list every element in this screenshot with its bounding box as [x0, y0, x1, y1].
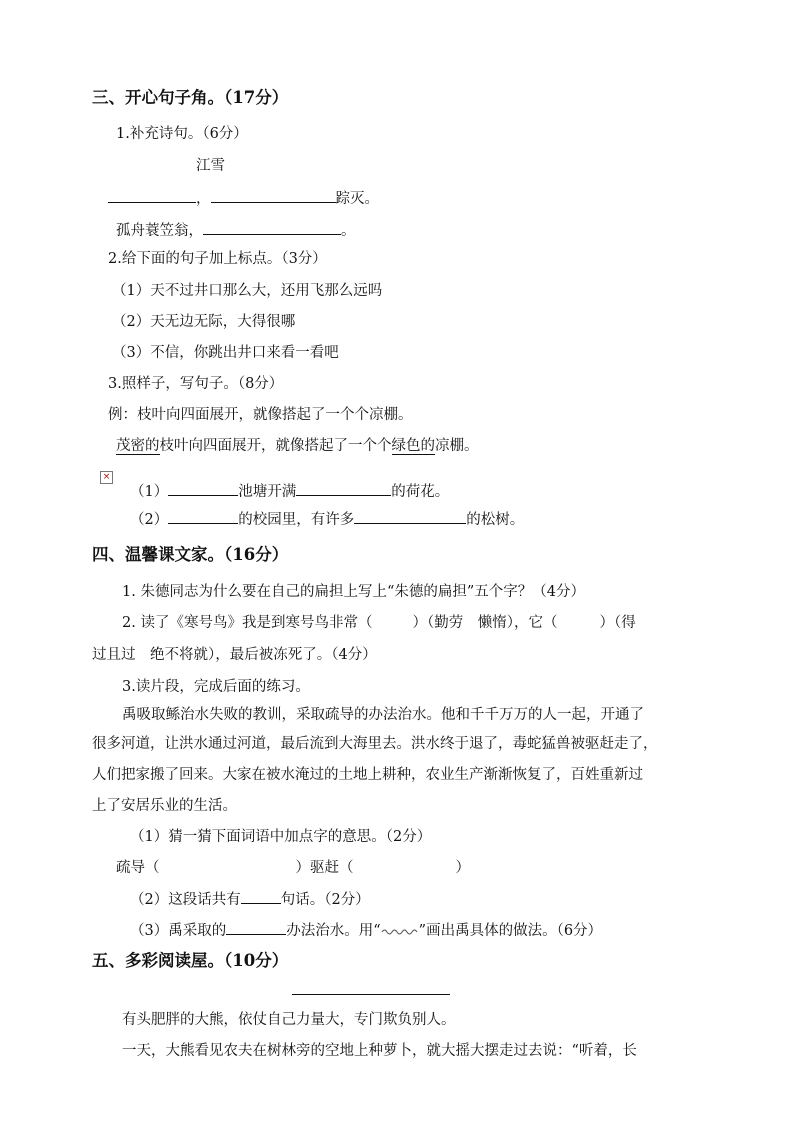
- q4-3-sub-2: （2）这段话共有 句话。（2分）: [130, 889, 370, 910]
- passage-line-4: 上了安居乐业的生活。: [92, 798, 237, 814]
- section-3-title: 三、开心句子角。（17分）: [92, 88, 289, 107]
- poem-line-1: ， 踪灭。: [108, 188, 379, 209]
- passage-line-2: 很多河道，让洪水通过河道，最后流到大海里去。洪水终于退了，毒蛇猛兽被驱赶走了，: [92, 736, 658, 752]
- poem-blank-3[interactable]: [203, 220, 341, 235]
- example-expanded-sentence: 茂密的枝叶向四面展开，就像搭起了一个个绿色的凉棚。: [116, 438, 479, 454]
- punct-sentence-1: （1）天不过井口那么大，还用飞那么远吗: [112, 283, 383, 299]
- q4-2-line-2: 过且过 绝不将就），最后被冻死了。（4分）: [92, 647, 377, 663]
- q3-1-prompt: 1.补充诗句。（6分）: [116, 126, 248, 142]
- fill-blank-2a[interactable]: [168, 509, 238, 524]
- poem-title: 江雪: [196, 158, 225, 174]
- example-sentence: 例：枝叶向四面展开，就像搭起了一个个凉棚。: [108, 407, 413, 423]
- passage-line-1: 禹吸取鲧治水失败的教训，采取疏导的办法治水。他和千千万万的人一起，开通了: [122, 707, 644, 723]
- section-4-title: 四、温馨课文家。（16分）: [92, 545, 289, 564]
- story-title-blank[interactable]: [292, 994, 450, 995]
- q3-3-prompt: 3.照样子，写句子。（8分）: [108, 376, 284, 392]
- fill-blank-1b[interactable]: [296, 481, 391, 496]
- fill-blank-2b[interactable]: [354, 509, 466, 524]
- q4-3-sub-1: （1）猜一猜下面词语中加点字的意思。（2分）: [130, 829, 432, 845]
- story-line-2: 一天，大熊看见农夫在树林旁的空地上种萝卜，就大摇大摆走过去说：“听着，长: [122, 1043, 637, 1059]
- poem-blank-1[interactable]: [108, 188, 196, 203]
- q4-1-prompt: 1. 朱德同志为什么要在自己的扁担上写上“朱德的扁担”五个字？（4分）: [122, 584, 585, 600]
- poem-line-2: 孤舟蓑笠翁， 。: [116, 220, 356, 241]
- section-5-title: 五、多彩阅读屋。（10分）: [92, 951, 289, 970]
- sentence-count-blank[interactable]: [241, 889, 281, 904]
- story-line-1: 有头肥胖的大熊，依仗自己力量大，专门欺负别人。: [122, 1012, 456, 1028]
- punct-sentence-2: （2）天无边无际，大得很哪: [112, 314, 296, 330]
- passage-line-3: 人们把家搬了回来。大家在被水淹过的土地上耕种，农业生产渐渐恢复了，百姓重新过: [92, 767, 643, 783]
- underlined-word-2: 绿色的: [391, 438, 435, 454]
- q4-3-prompt: 3.读片段，完成后面的练习。: [122, 679, 310, 695]
- fill-sentence-2: （2） 的校园里，有许多 的松树。: [130, 509, 524, 530]
- method-blank[interactable]: [226, 920, 286, 935]
- poem-blank-2[interactable]: [211, 188, 336, 203]
- q3-2-prompt: 2.给下面的句子加上标点。（3分）: [108, 251, 327, 267]
- word-meaning-line: 疏导（ ）驱赶（ ）: [116, 860, 470, 876]
- q4-2-line-1: 2. 读了《寒号鸟》我是到寒号鸟非常（ ）（勤劳 懒惰），它（ ）（得: [122, 615, 636, 631]
- wavy-line-mark: [381, 925, 419, 935]
- fill-blank-1a[interactable]: [168, 481, 238, 496]
- q4-3-sub-3: （3）禹采取的 办法治水。用“ ”画出禹具体的做法。（6分）: [130, 920, 602, 941]
- broken-image-icon: ×: [100, 471, 113, 484]
- fill-sentence-1: （1） 池塘开满 的荷花。: [130, 481, 449, 502]
- punct-sentence-3: （3）不信，你跳出井口来看一看吧: [112, 345, 339, 361]
- underlined-word-1: 茂密的: [116, 438, 160, 454]
